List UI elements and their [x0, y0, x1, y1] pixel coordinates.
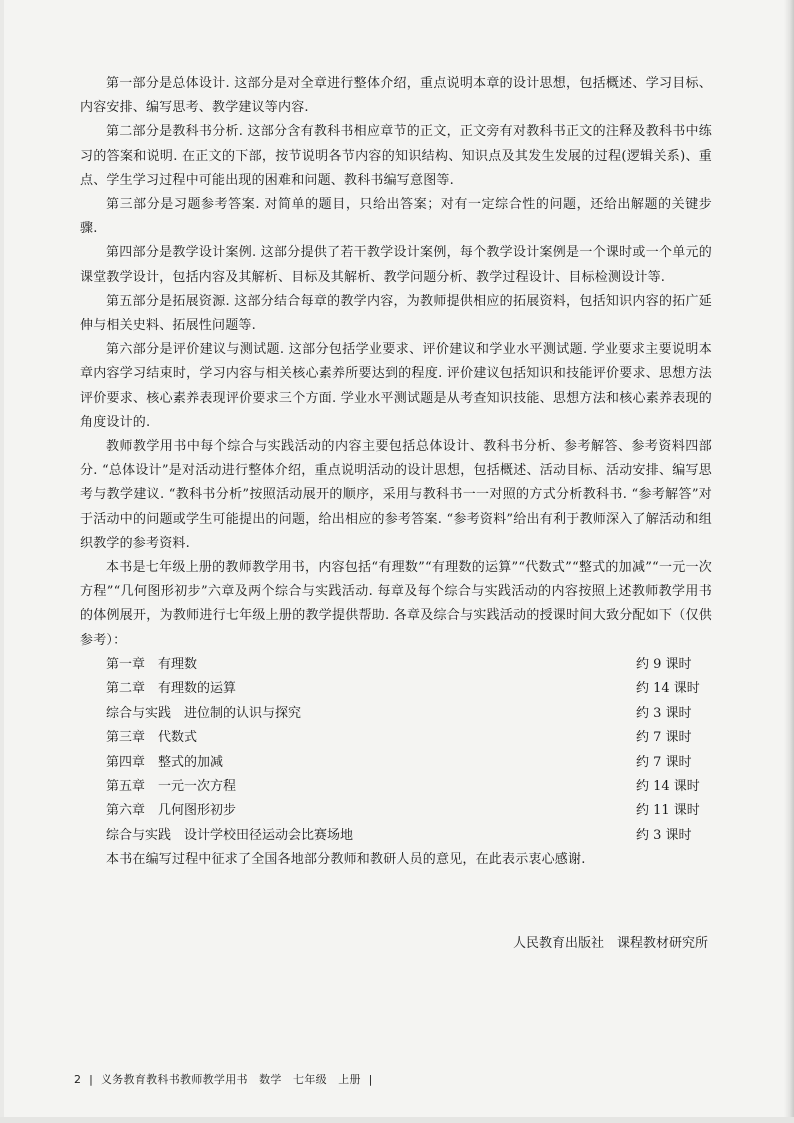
- footer-divider: |: [368, 1073, 373, 1086]
- paragraph-part-five: 第五部分是拓展资源. 这部分结合每章的教学内容，为教师提供相应的拓展资料，包括知识内容的拓广延伸与相关史料、拓展性问题等.: [80, 293, 712, 334]
- schedule-item: [106, 726, 704, 750]
- scan-edge-bottom: [0, 1117, 794, 1123]
- schedule-item: [106, 775, 704, 799]
- paragraph-part-one: 第一部分是总体设计. 这部分是对全章进行整体介绍，重点说明本章的设计思想，包括概述、学习目标、内容安排、编写思考、教学建议等内容.: [80, 76, 712, 116]
- schedule-item: [106, 799, 704, 823]
- schedule-item-hours: 约 14 课时: [636, 778, 700, 794]
- schedule-item-title: 综合与实践 进位制的认识与探究: [106, 705, 302, 721]
- paragraph-part-three: 第三部分是习题参考答案. 对简单的题目，只给出答案；对有一定综合性的问题，还给出解题的关键步骤.: [80, 197, 712, 237]
- paragraph-part-six: 第六部分是评价建议与测试题. 这部分包括学业要求、评价建议和学业水平测试题. 学业要求主要说明本章内容学习结束时，学习内容与相关核心素养所要达到的程度. 评价建议包括知识和技能评价要求、思想方法评价要求、核心素养表现评价要求三个方面. 学业水平测试题是从考查知识技能、思想方法和核心素养表现的角度设计的.: [80, 342, 712, 430]
- schedule-item-hours: 约 14 课时: [636, 681, 700, 697]
- schedule-item-title: 综合与实践 设计学校田径运动会比赛场地: [106, 827, 354, 843]
- schedule-item-hours: 约 11 课时: [636, 803, 700, 819]
- footer-book-title: 义务教育教科书教师教学用书 数学 七年级 上册: [100, 1073, 361, 1086]
- page-number: 2: [74, 1073, 82, 1086]
- body-text: [80, 72, 712, 872]
- publisher-signature: 人民教育出版社 课程教材研究所: [512, 936, 708, 951]
- paragraph-book-overview: 本书是七年级上册的教师教学用书，内容包括“有理数”“有理数的运算”“代数式”“整式的加减”“一元一次方程”“几何图形初步”六章及两个综合与实践活动. 每章及每个综合与实践活动的内容按照上述教师教学用书的体例展开，为教师进行七年级上册的教学提供帮助. 各章及综合与实践活动的授课时间大致分配如下（仅供参考）：: [80, 560, 712, 648]
- paragraph-acknowledgement: 本书在编写过程中征求了全国各地部分教师和教研人员的意见，在此表示衷心感谢.: [106, 852, 586, 868]
- schedule-item-title: 第五章 一元一次方程: [106, 778, 237, 794]
- schedule-item: [106, 824, 704, 848]
- schedule-item: [106, 702, 704, 726]
- schedule-item-title: 第一章 有理数: [106, 656, 198, 672]
- scan-edge-left: [0, 0, 4, 1123]
- schedule-item-title: 第三章 代数式: [106, 730, 198, 746]
- paragraph-part-two: 第二部分是教科书分析. 这部分含有教科书相应章节的正文，正文旁有对教科书正文的注释及教科书中练习的答案和说明. 在正文的下部，按节说明各节内容的知识结构、知识点及其发生发展的过程(逻辑关系)、重点、学生学习过程中可能出现的困难和问题、教科书编写意图等.: [80, 124, 712, 188]
- schedule-item: [106, 653, 704, 677]
- schedule-item-title: 第四章 整式的加减: [106, 754, 224, 770]
- schedule-item-hours: 约 3 课时: [636, 705, 692, 721]
- schedule-item-hours: 约 7 课时: [636, 730, 692, 746]
- schedule-item: [106, 677, 704, 701]
- schedule-list: [106, 653, 704, 848]
- paragraph-practice-activities: 教师教学用书中每个综合与实践活动的内容主要包括总体设计、教科书分析、参考解答、参考资料四部分. “总体设计”是对活动进行整体介绍，重点说明活动的设计思想，包括概述、活动目标、活动安排、编写思考与教学建议. “教科书分析”按照活动展开的顺序，采用与教科书一一对照的方式分析教科书. “参考解答”对于活动中的问题或学生可能提出的问题，给出相应的参考答案. “参考资料”给出有利于教师深入了解活动和组织教学的参考资料.: [80, 439, 712, 551]
- schedule-item: [106, 751, 704, 775]
- schedule-item-hours: 约 9 课时: [636, 656, 692, 672]
- schedule-item-title: 第六章 几何图形初步: [106, 803, 237, 819]
- page-footer: [74, 1071, 377, 1087]
- schedule-item-hours: 约 7 课时: [636, 754, 692, 770]
- schedule-item-hours: 约 3 课时: [636, 827, 692, 843]
- paragraph-part-four: 第四部分是教学设计案例. 这部分提供了若干教学设计案例，每个教学设计案例是一个课时或一个单元的课堂教学设计，包括内容及其解析、目标及其解析、教学问题分析、教学过程设计、目标检测设计等.: [80, 245, 712, 285]
- schedule-item-title: 第二章 有理数的运算: [106, 681, 237, 697]
- scan-edge-right: [784, 0, 794, 1123]
- footer-divider: |: [89, 1073, 94, 1086]
